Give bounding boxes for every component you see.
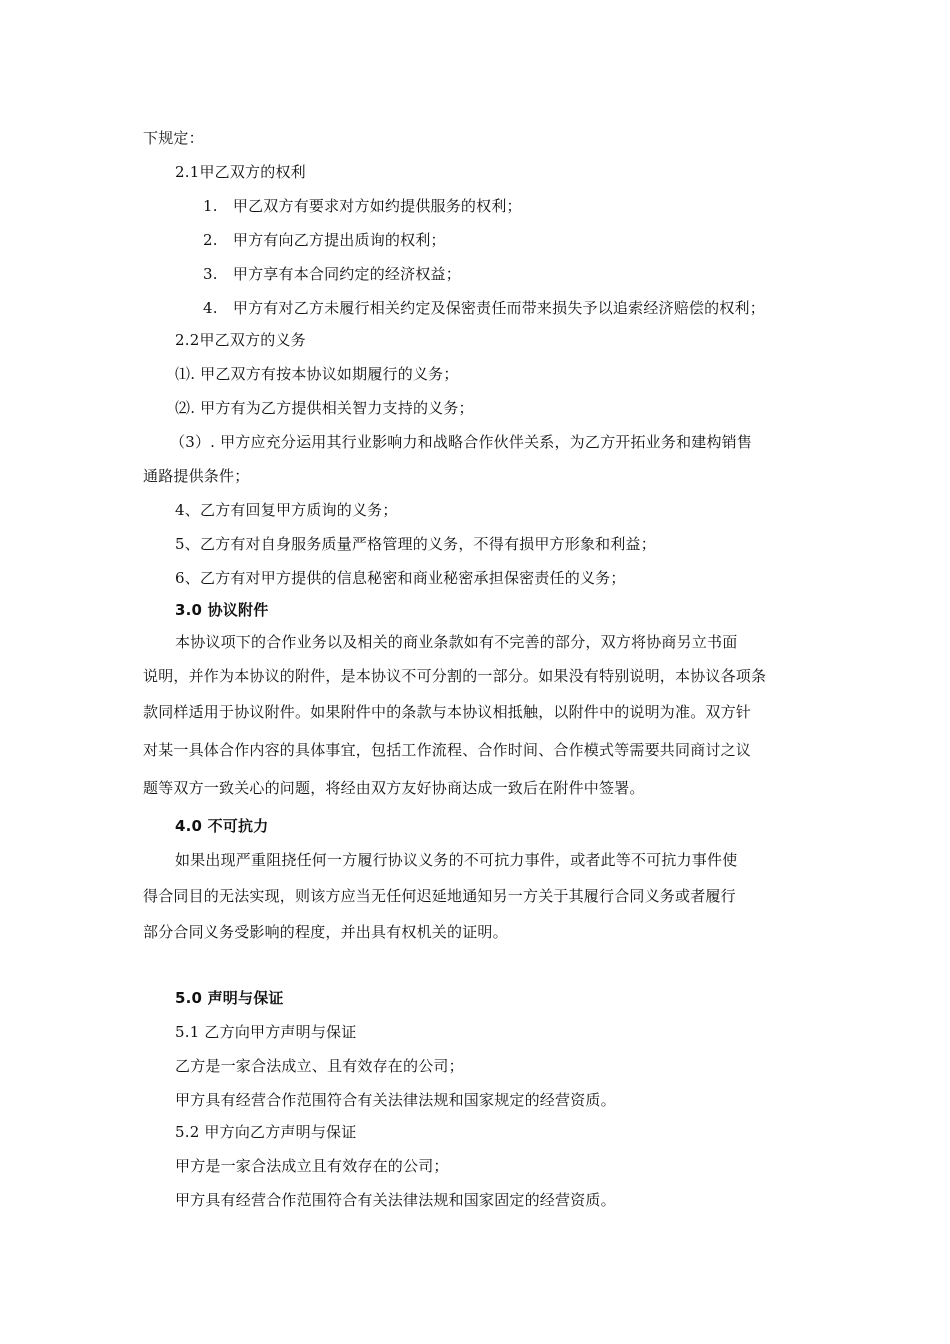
duty-item-5: 5、乙方有对自身服务质量严格管理的义务，不得有损甲方形象和利益； [175, 535, 656, 553]
section-4-title: 4.0 不可抗力 [175, 817, 269, 835]
section-3-title: 3.0 协议附件 [175, 601, 269, 619]
section-3-line-1: 本协议项下的合作业务以及相关的商业条款如有不完善的部分，双方将协商另立书面 [175, 633, 738, 651]
duty-item-1: ⑴. 甲乙双方有按本协议如期履行的义务； [175, 365, 459, 383]
section-5-2-line-1: 甲方是一家合法成立且有效存在的公司； [175, 1157, 449, 1175]
section-3-line-4: 对某一具体合作内容的具体事宜，包括工作流程、合作时间、合作模式等需要共同商讨之议 [143, 741, 752, 759]
duty-item-3: （3）. 甲方应充分运用其行业影响力和战略合作伙伴关系，为乙方开拓业务和建构销售 [170, 433, 753, 451]
section-4-line-1: 如果出现严重阻挠任何一方履行协议义务的不可抗力事件，或者此等不可抗力事件使 [175, 851, 738, 869]
intro-text: 下规定： [143, 129, 204, 147]
section-5-title: 5.0 声明与保证 [175, 989, 284, 1007]
section-2-1-title: 2.1甲乙双方的权利 [175, 163, 306, 181]
section-5-1-title: 5.1 乙方向甲方声明与保证 [175, 1023, 357, 1041]
section-3-line-5: 题等双方一致关心的问题，将经由双方友好协商达成一致后在附件中签署。 [143, 779, 645, 797]
rights-item-4: 4. 甲方有对乙方未履行相关约定及保密责任而带来损失予以追索经济赔偿的权利； [203, 299, 765, 317]
section-4-line-2: 得合同目的无法实现，则该方应当无任何迟延地通知另一方关于其履行合同义务或者履行 [143, 887, 736, 905]
section-3-line-3: 款同样适用于协议附件。如果附件中的条款与本协议相抵触，以附件中的说明为准。双方针 [143, 703, 752, 721]
duty-item-2: ⑵. 甲方有为乙方提供相关智力支持的义务； [175, 399, 474, 417]
duty-item-6: 6、乙方有对甲方提供的信息秘密和商业秘密承担保密责任的义务； [175, 569, 626, 587]
section-5-1-line-1: 乙方是一家合法成立、且有效存在的公司； [175, 1057, 464, 1075]
section-5-2-title: 5.2 甲方向乙方声明与保证 [175, 1123, 357, 1141]
duty-item-3-cont: 通路提供条件； [143, 467, 250, 485]
section-2-2-title: 2.2甲乙双方的义务 [175, 331, 306, 349]
section-5-1-line-2: 甲方具有经营合作范围符合有关法律法规和国家规定的经营资质。 [175, 1091, 616, 1109]
rights-item-2: 2. 甲方有向乙方提出质询的权利； [203, 231, 446, 249]
section-3-line-2: 说明，并作为本协议的附件，是本协议不可分割的一部分。如果没有特别说明，本协议各项条 [143, 667, 767, 685]
section-5-2-line-2: 甲方具有经营合作范围符合有关法律法规和国家固定的经营资质。 [175, 1191, 616, 1209]
section-4-line-3: 部分合同义务受影响的程度，并出具有权机关的证明。 [143, 923, 508, 941]
rights-item-3: 3. 甲方享有本合同约定的经济权益； [203, 265, 461, 283]
rights-item-1: 1. 甲乙双方有要求对方如约提供服务的权利； [203, 197, 522, 215]
duty-item-4: 4、乙方有回复甲方质询的义务； [175, 501, 398, 519]
